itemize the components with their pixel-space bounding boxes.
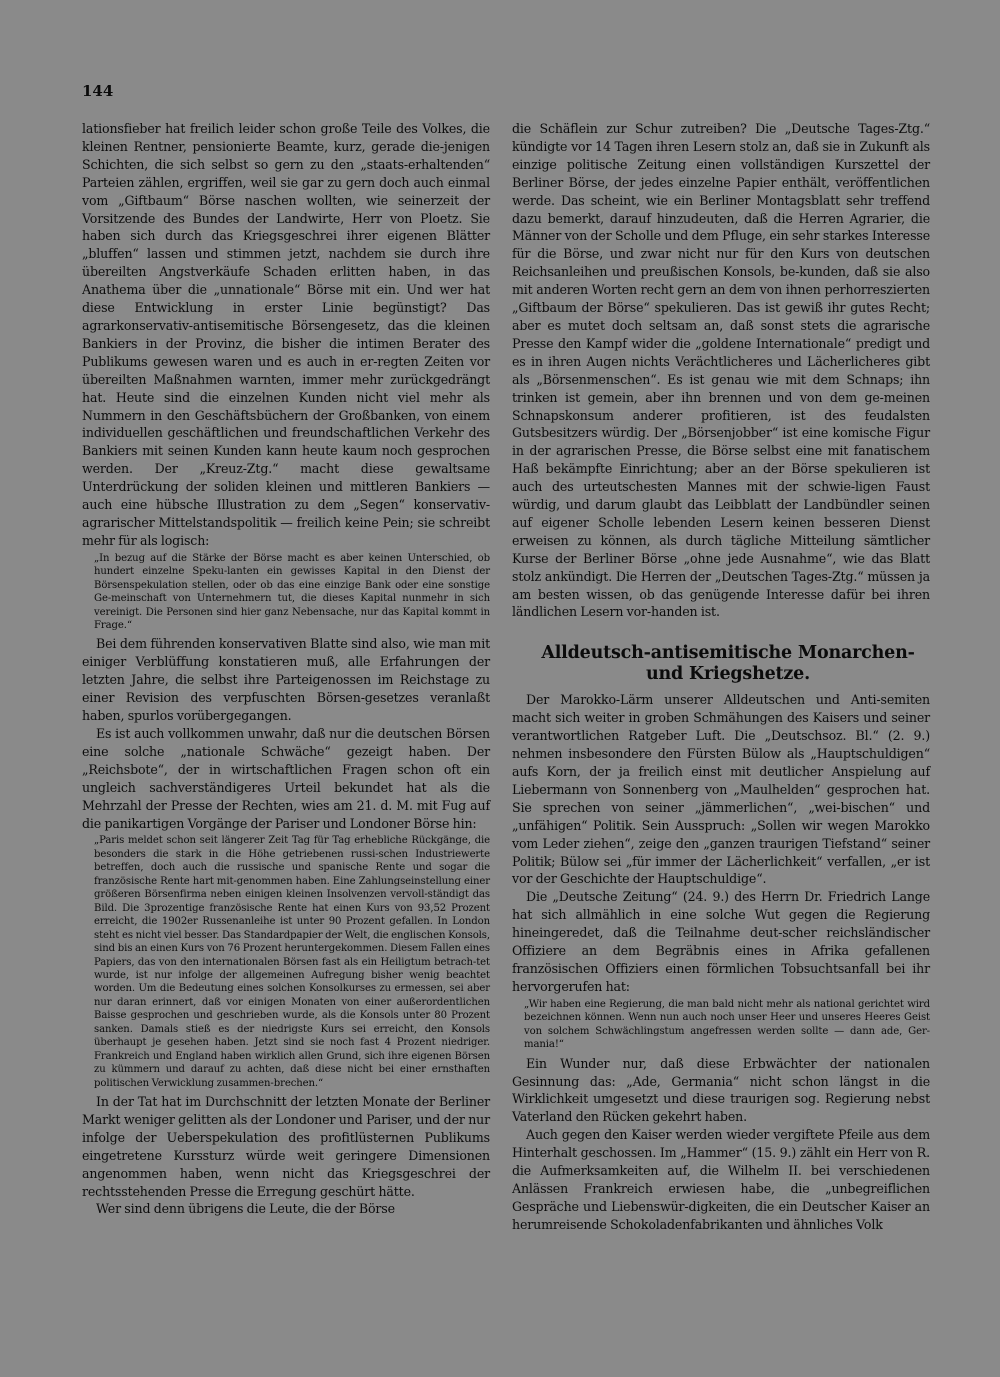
paragraph: Es ist auch vollkommen unwahr, daß nur die deutschen Börsen eine solche „nationale Schwäche“ gezeigt haben. Der „Reichsbote“, der in wirtschaftlichen Fragen schon oft ein ungleich sachverständigeres Urteil bekundet hat als die Mehrzahl der Presse der Rechten, wies am 21. d. M. mit Fug auf die panikartigen Vorgänge der Pariser und Londoner Börse hin: <box>82 726 490 831</box>
paragraph: Auch gegen den Kaiser werden wieder vergiftete Pfeile aus dem Hinterhalt geschossen. Im „Hammer“ (15. 9.) zählt ein Herr von R. die Aufmerksamkeiten auf, die Wilhelm II. bei verschiedenen Anlässen Frankreich erwiesen habe, die „unbegreiflichen Gespräche und Liebenswür-digkeiten, die ein Deutscher Kaiser an herumreisende Schokoladenfabrikanten und ähnliches Volk <box>512 1127 930 1232</box>
right-column <box>512 120 930 1234</box>
block-quote: „In bezug auf die Stärke der Börse macht es aber keinen Unterschied, ob hundert einzelne Speku-lanten ein gewisses Kapital in den Dienst der Börsenspekulation stellen, oder ob das eine einzige Bank oder eine sonstige Ge-meinschaft von Unternehmern tut, die dieses Kapital nunmehr in sich vereinigt. Die Personen sind hier ganz Nebensache, nur das Kapital kommt in Frage.“ <box>94 552 490 632</box>
section-heading: Alldeutsch-antisemitische Monarchen- und Kriegshetze. <box>541 643 915 685</box>
paragraph: In der Tat hat im Durchschnitt der letzten Monate der Berliner Markt weniger gelitten als der Londoner und Pariser, und der nur infolge der Ueberspekulation des profitlüsternen Publikums eingetretene Kurssturz würde weit geringere Dimensionen angenommen haben, wenn nicht das Kriegsgeschrei der rechtsstehenden Presse die Erregung geschürt hätte. <box>82 1094 490 1199</box>
paragraph: die Schäflein zur Schur zutreiben? Die „Deutsche Tages-Ztg.“ kündigte vor 14 Tagen ihren Lesern stolz an, daß sie in Zukunft als einzige politische Zeitung einen vollständigen Kurszettel der Berliner Börse, der jedes einzelne Papier enthält, veröffentlichen werde. Das scheint, wie ein Berliner Montagsblatt sehr treffend dazu bemerkt, darauf hinzudeuten, daß die Herren Agrarier, die Männer von der Scholle und dem Pfluge, ein sehr starkes Interesse für die Börse, und zwar nicht nur für den Kurs von deutschen Reichsanleihen und preußischen Konsols, be-kunden, daß sie also mit anderen Worten recht gern an dem von ihnen perhorreszierten „Giftbaum der Börse“ spekulieren. Das ist gewiß ihr gutes Recht; aber es mutet doch seltsam an, daß sonst stets die agrarische Presse den Kampf wider die „goldene Internationale“ predigt und es in ihren Augen nichts Verächtlicheres und Lächerlicheres gibt als „Börsenmenschen“. Es ist genau wie mit dem Schnaps; ihn trinken ist gemein, aber ihn brennen und von dem ge-meinen Schnapskonsum anderer profitieren, ist des feudalsten Gutsbesitzers würdig. Der „Börsenjobber“ ist eine komische Figur in der agrarischen Presse, die Börse selbst eine mit fanatischem Haß bekämpfte Einrichtung; aber an der Börse spekulieren ist auch des urteutschesten Mannes mit der schwie-ligen Faust würdig, und darum glaubt das Leibblatt der Landbündler seinen auf eigener Scholle lebenden Lesern keinen besseren Dienst erweisen zu können, als durch tägliche Mitteilung sämtlicher Kurse der Berliner Börse „ohne jede Ausnahme“, wie das Blatt stolz ankündigt. Die Herren der „Deutschen Tages-Ztg.“ müssen ja am besten wissen, ob das genügende Interesse dafür bei ihren ländlichen Lesern vor-handen ist. <box>512 121 930 620</box>
paragraph: Wer sind denn übrigens die Leute, die der Börse <box>96 1201 395 1217</box>
paragraph: Ein Wunder nur, daß diese Erbwächter der nationalen Gesinnung das: „Ade, Germania“ nicht schon längst in die Wirklichkeit umgesetzt und diese traurigen sog. Regierung nebst Vaterland den Rücken gekehrt haben. <box>512 1055 930 1125</box>
paragraph: Die „Deutsche Zeitung“ (24. 9.) des Herrn Dr. Friedrich Lange hat sich allmählich in eine solche Wut gegen die Regierung hineingeredet, daß die Teilnahme deut-scher reichsländischer Offiziere an dem Begräbnis eines in Afrika gefallenen französischen Offiziers einen förmlichen Tobsuchtsanfall bei ihr hervorgerufen hat: <box>512 889 930 994</box>
paragraph: Der Marokko-Lärm unserer Alldeutschen und Anti-semiten macht sich weiter in groben Schmähungen des Kaisers und seiner verantwortlichen Ratgeber Luft. Die „Deutschsoz. Bl.“ (2. 9.) nehmen insbesondere den Fürsten Bülow als „Hauptschuldigen“ aufs Korn, der ja freilich einst mit deutlicher Anspielung auf Liebermann von Sonnenberg von „Maulhelden“ gesprochen hat. Sie sprechen von seiner „jämmerlichen“, „wei-bischen“ und „unfähigen“ Politik. Sein Ausspruch: „Sollen wir wegen Marokko vom Leder ziehen“, zeige den „ganzen traurigen Tiefstand“ seiner Politik; Bülow sei „für immer der Lächerlichkeit“ verfallen, „er ist vor der Geschichte der Hauptschuldige“. <box>512 692 930 887</box>
block-quote: „Paris meldet schon seit längerer Zeit Tag für Tag erhebliche Rückgänge, die besonders die stark in die Höhe getriebenen russi-schen Industriewerte betreffen, doch auch die russische und spanische Rente und sogar die französische Rente hart mit-genommen haben. Eine Zahlungseinstellung einer größeren Börsenfirma neben einigen kleinen Insolvenzen vervoll-ständigt das Bild. Die 3prozentige französische Rente hat einen Kurs von 93,52 Prozent erreicht, die 1902er Russenanleihe ist unter 90 Prozent gefallen. In London steht es nicht viel besser. Das Standardpapier der Welt, die englischen Konsols, sind bis an einen Kurs von 76 Prozent heruntergekommen. Diesem Fallen eines Papiers, das von den internationalen Börsen fast als ein Heiligtum betrach-tet wurde, ist nur infolge der allgemeinen Aufregung bisher wenig beachtet worden. Um die Bedeutung eines solchen Konsolkurses zu ermessen, sei aber nur daran erinnert, daß vor einigen Monaten von einer außerordentlichen Baisse gesprochen und geschrieben wurde, als die Konsols unter 80 Prozent sanken. Damals stieß es der niedrigste Kurs sei erreicht, den Konsols überhaupt je gesehen haben. Jetzt sind sie noch fast 4 Prozent niedriger. Frankreich und England haben wirklich allen Grund, sich ihre eigenen Börsen zu kümmern und darauf zu achten, daß diese nicht bei einer ernsthaften politischen Verwicklung zusammen-brechen.“ <box>94 835 490 1089</box>
paragraph: lationsfieber hat freilich leider schon große Teile des Volkes, die kleinen Rentner, pensionierte Beamte, kurz, gerade die-jenigen Schichten, die sich selbst so gern zu den „staats-erhaltenden“ Parteien zählen, ergriffen, weil sie gar zu gern doch auch einmal vom „Giftbaum“ Börse naschen wollten, wie seinerzeit der Vorsitzende des Bundes der Landwirte, Herr von Ploetz. Sie haben sich durch das Kriegsgeschrei ihrer eigenen Blätter „bluffen“ lassen und stimmen jetzt, nachdem sie durch ihre übereilten Angstverkäufe Schaden erlitten haben, in das Anathema über die „unnationale“ Börse mit ein. Und wer hat diese Entwicklung in erster Linie begünstigt? Das agrarkonservativ-antisemitische Börsengesetz, das die kleinen Bankiers in der Provinz, die bisher die intimen Berater des Publikums gewesen waren und es auch in er-regten Zeiten vor übereilten Maßnahmen warnten, immer mehr zurückgedrängt hat. Heute sind die einzelnen Kunden nicht viel mehr als Nummern in den Geschäftsbüchern der Großbanken, von einem individuellen geschäftlichen und freundschaftlichen Verkehr des Bankiers mit seinen Kunden kann heute kaum noch gesprochen werden. Der „Kreuz-Ztg.“ macht diese gewaltsame Unterdrückung der soliden kleinen und mittleren Bankiers — auch eine hübsche Illustration zu dem „Segen“ konservativ-agrarischer Mittelstandspolitik — freilich keine Pein; sie schreibt mehr für als logisch: <box>82 121 490 548</box>
block-quote: „Wir haben eine Regierung, die man bald nicht mehr als national gerichtet wird bezeichnen können. Wenn nun auch noch unser Heer und unseres Heeres Geist von solchem Schwächlingstum angefressen werden sollte — dann ade, Ger-mania!“ <box>524 998 930 1051</box>
page-number: 144 <box>82 82 114 100</box>
left-column <box>82 120 490 1218</box>
paragraph: Bei dem führenden konservativen Blatte sind also, wie man mit einiger Verblüffung konstatieren muß, alle Erfahrungen der letzten Jahre, die selbst ihre Parteigenossen im Reichstage zu einer Revision des verpfuschten Börsen-gesetzes veranlaßt haben, spurlos vorübergegangen. <box>82 636 490 724</box>
